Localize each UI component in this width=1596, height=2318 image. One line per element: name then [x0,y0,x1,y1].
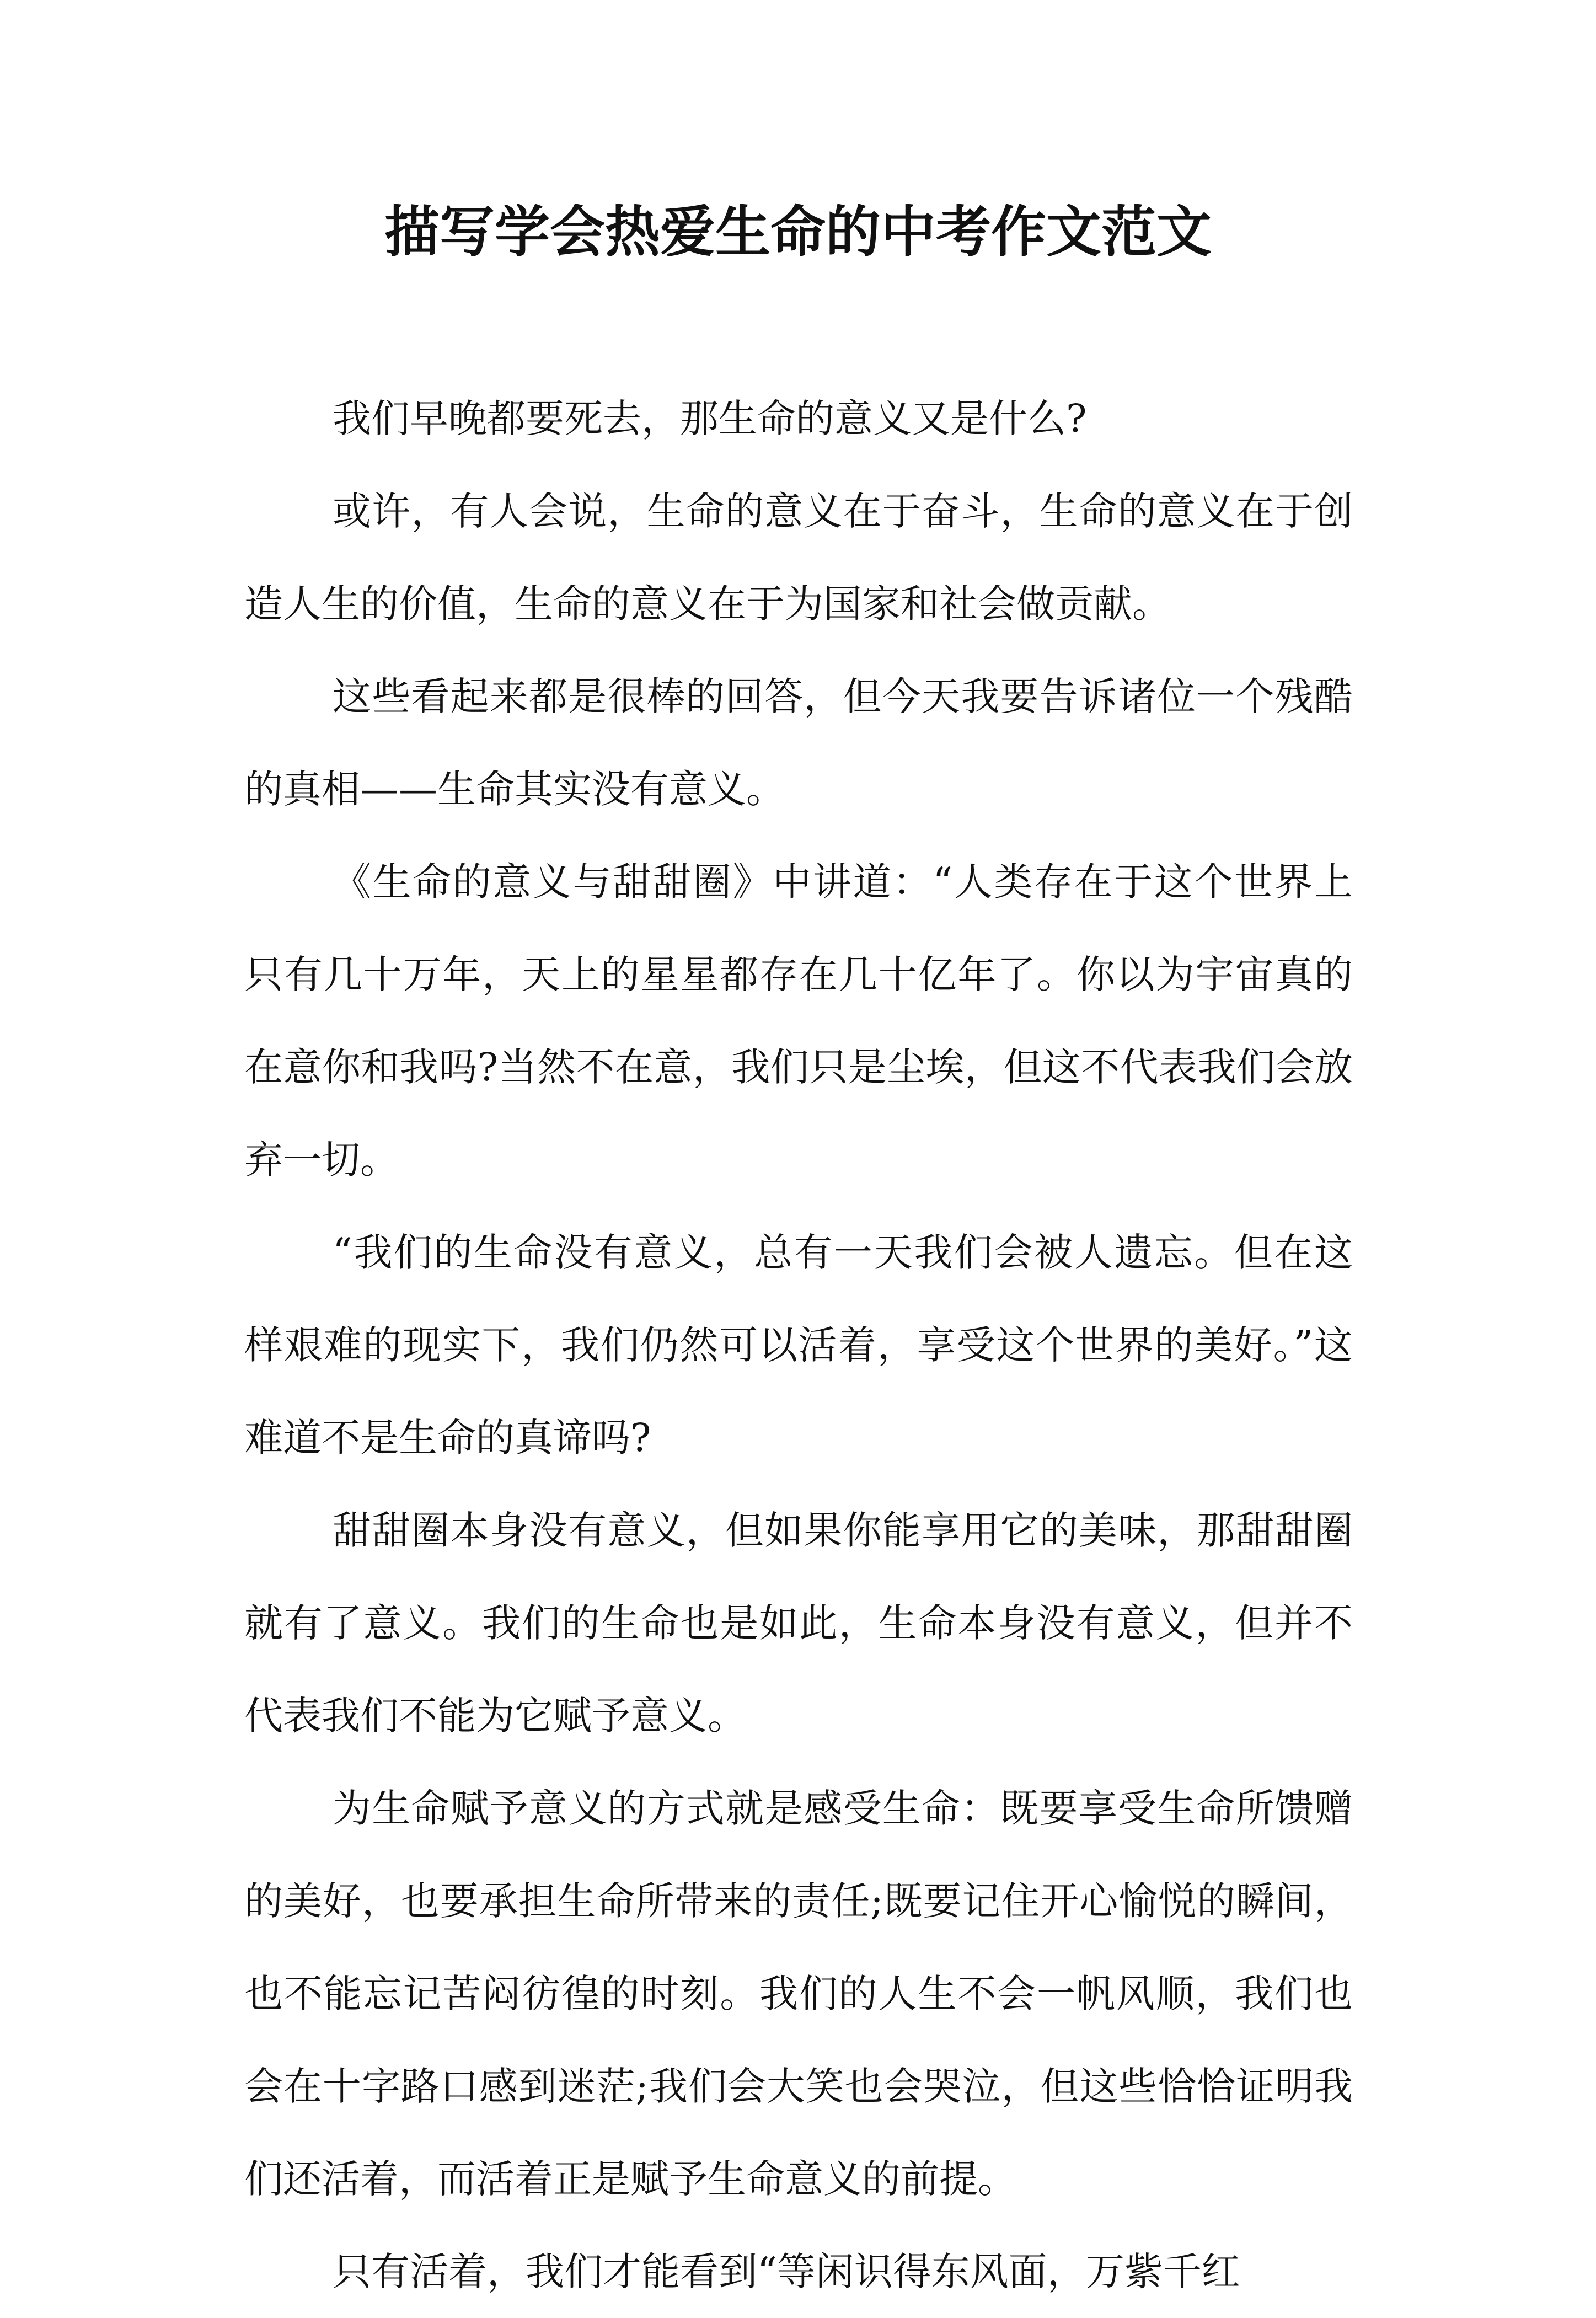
paragraph: 或许，有人会说，生命的意义在于奋斗，生命的意义在于创造人生的价值，生命的意义在于为国家和社会做贡献。 [244,489,1353,627]
essay-body [244,372,1353,2318]
paragraph: 只有活着，我们才能看到“等闲识得东风面，万紫千红 [333,2249,1240,2294]
paragraph: 甜甜圈本身没有意义，但如果你能享用它的美味，那甜甜圈就有了意义。我们的生命也是如此，生命本身没有意义，但并不代表我们不能为它赋予意义。 [244,1508,1353,1738]
paragraph: “我们的生命没有意义，总有一天我们会被人遗忘。但在这样艰难的现实下，我们仍然可以活着，享受这个世界的美好。”这难道不是生命的真谛吗? [244,1230,1353,1460]
page-title: 描写学会热爱生命的中考作文范文 [384,199,1212,264]
paragraph: 这些看起来都是很棒的回答，但今天我要告诉诸位一个残酷的真相——生命其实没有意义。 [244,674,1353,812]
paragraph: 为生命赋予意义的方式就是感受生命：既要享受生命所馈赠的美好，也要承担生命所带来的责任;既要记住开心愉悦的瞬间，也不能忘记苦闷彷徨的时刻。我们的人生不会一帆风顺，我们也会在十字路口感到迷茫;我们会大笑也会哭泣，但这些恰恰证明我们还活着，而活着正是赋予生命意义的前提。 [244,1786,1353,2202]
paragraph: 《生命的意义与甜甜圈》中讲道：“人类存在于这个世界上只有几十万年，天上的星星都存在几十亿年了。你以为宇宙真的在意你和我吗?当然不在意，我们只是尘埃，但这不代表我们会放弃一切。 [244,859,1353,1182]
paragraph: 我们早晚都要死去，那生命的意义又是什么? [333,396,1087,441]
